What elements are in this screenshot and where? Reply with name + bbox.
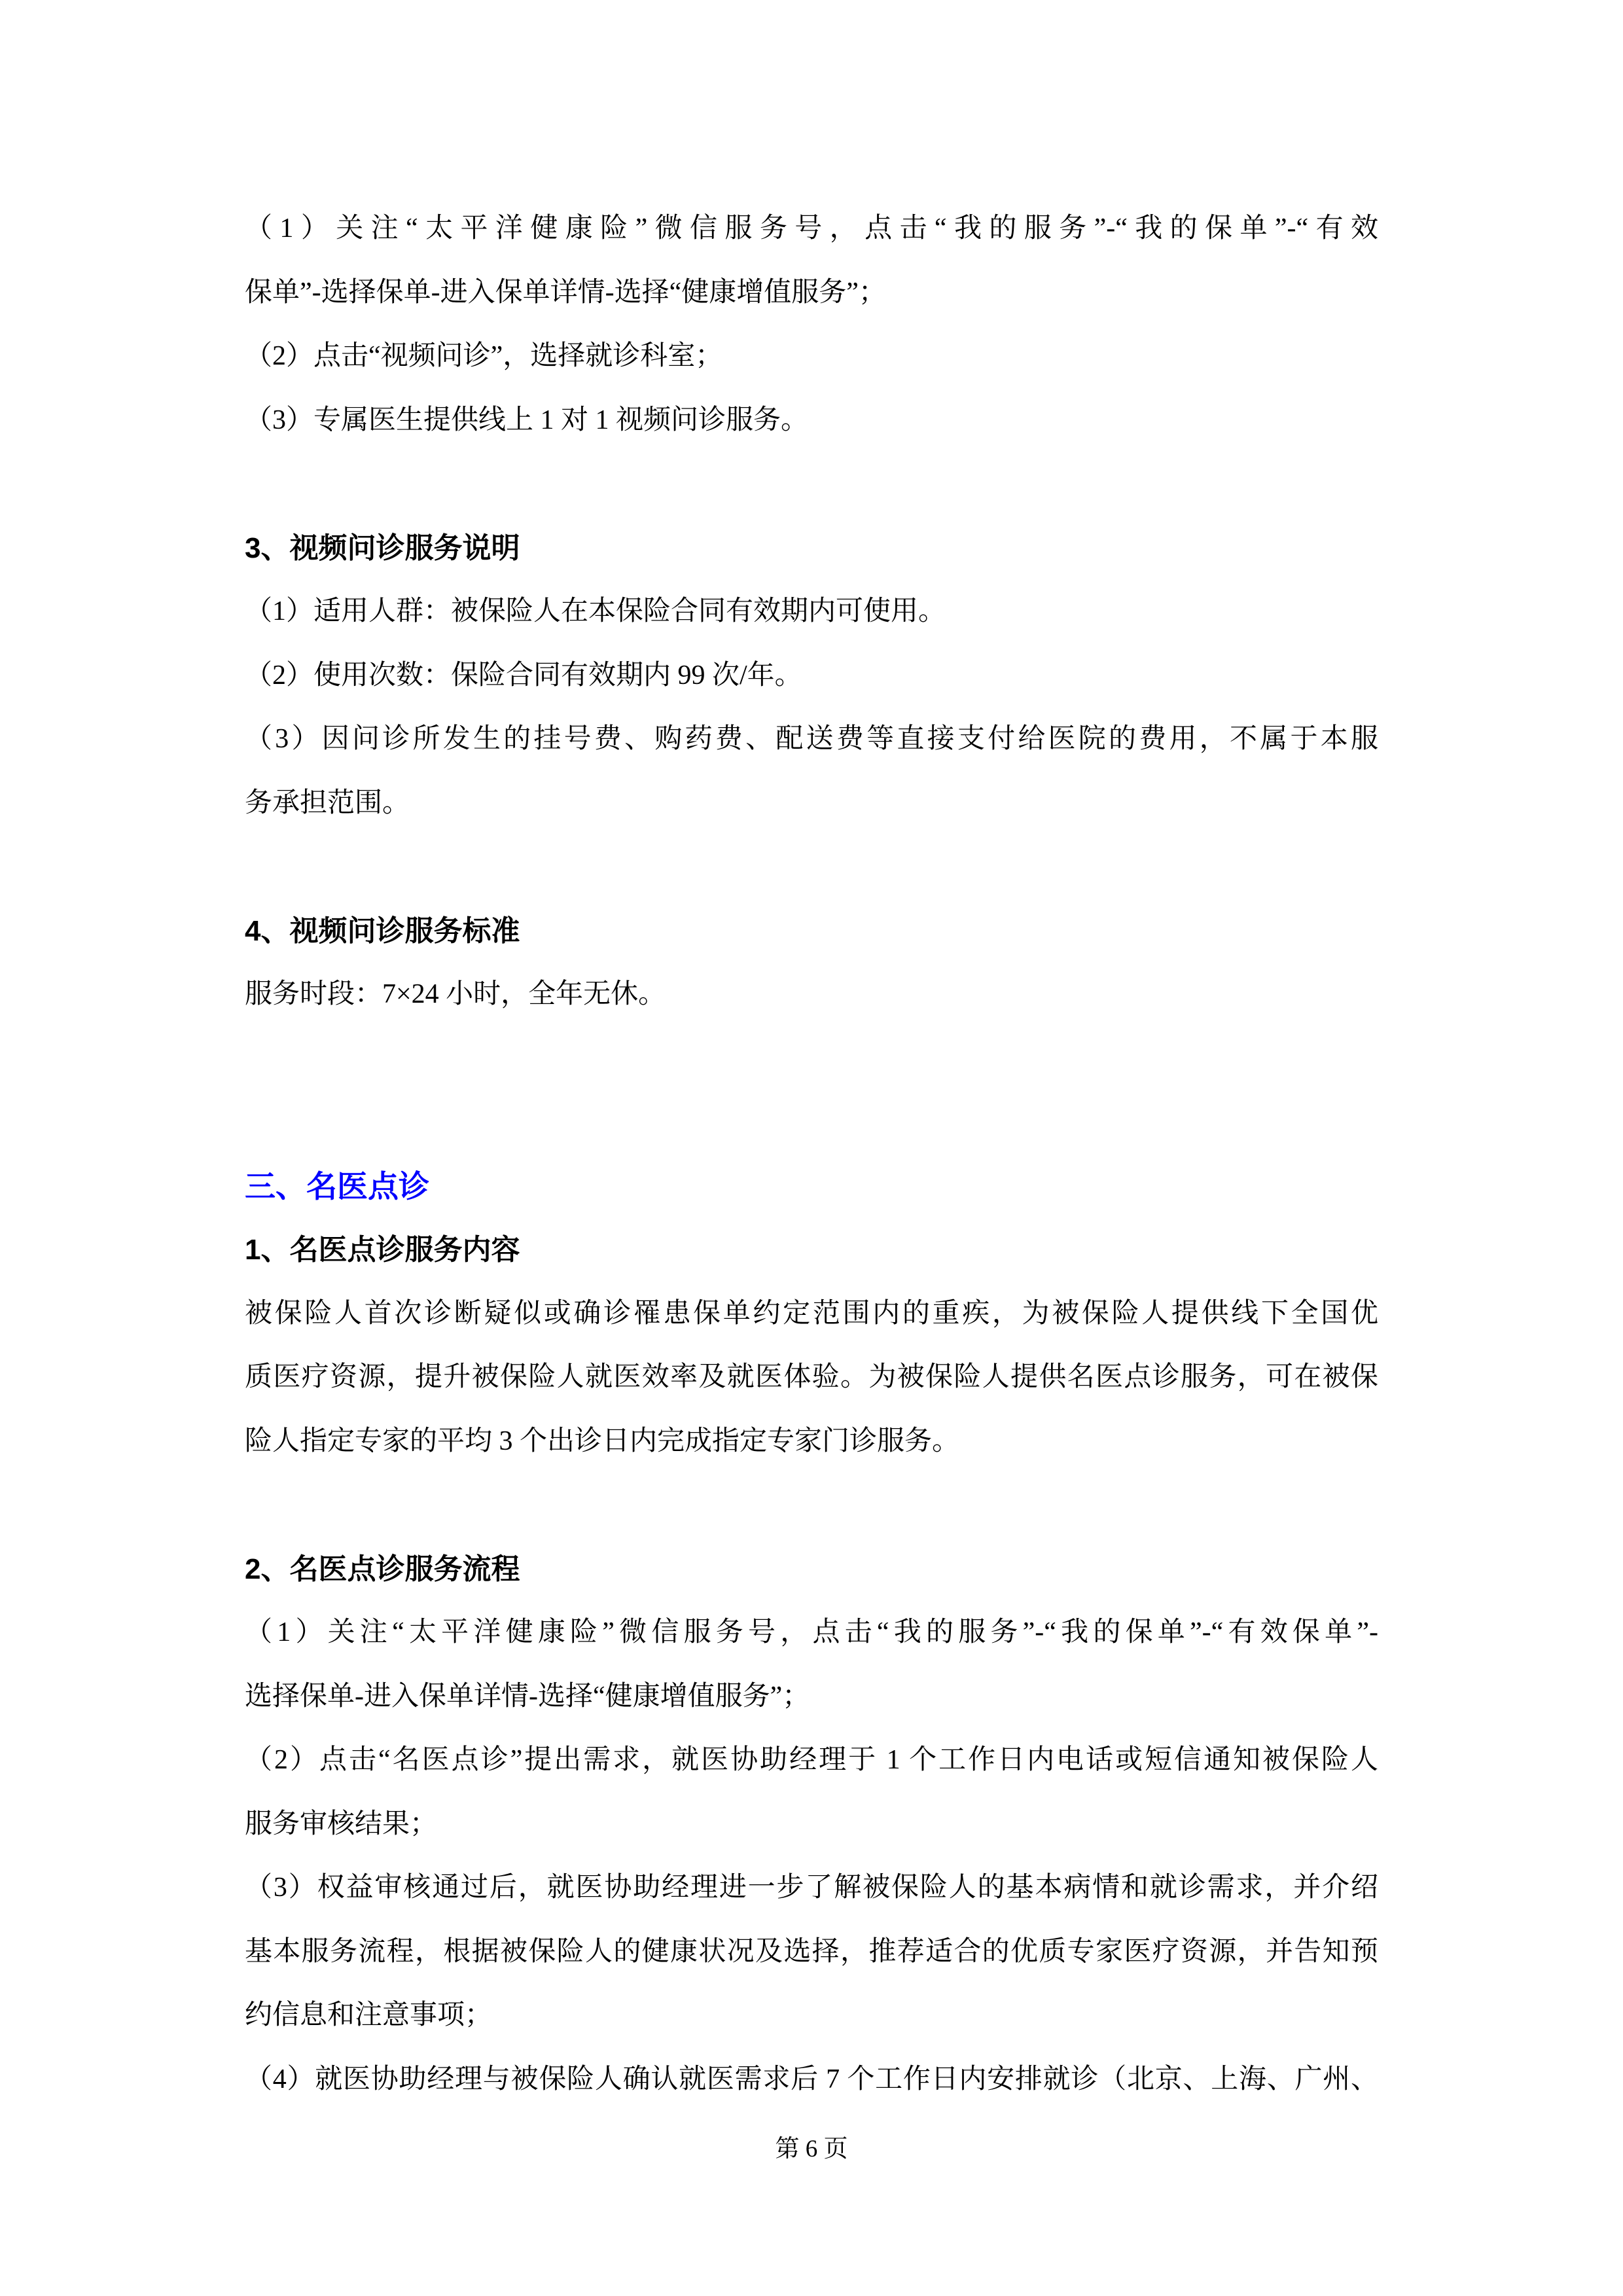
text-line: 务承担范围。 [245, 787, 410, 818]
text-line: （2）点击“名医点诊”提出需求，就医协助经理于 1 个工作日内电话或短信通知被保险人 [245, 1745, 1378, 1775]
text-line: 约信息和注意事项； [245, 2000, 493, 2030]
text-line: 被保险人首次诊断疑似或确诊罹患保单约定范围内的重疾，为被保险人提供线下全国优 [245, 1298, 1378, 1329]
text-line: 基本服务流程，根据被保险人的健康状况及选择，推荐适合的优质专家医疗资源，并告知预 [245, 1936, 1378, 1967]
text-line: （1）适用人群：被保险人在本保险合同有效期内可使用。 [245, 596, 946, 626]
text-line: （2）点击“视频问诊”，选择就诊科室； [245, 341, 723, 371]
text-line: （1）关注“太平洋健康险”微信服务号，点击“我的服务”-“我的保单”-“有效 [245, 213, 1378, 243]
blank-line [245, 1473, 1378, 1537]
text-line: 质医疗资源，提升被保险人就医效率及就医体验。为被保险人提供名医点诊服务，可在被保 [245, 1362, 1378, 1392]
text-line: （3）因问诊所发生的挂号费、购药费、配送费等直接支付给医院的费用，不属于本服 [245, 724, 1378, 754]
blank-line [245, 1090, 1378, 1155]
text-line: 服务审核结果； [245, 1808, 438, 1839]
text-line: （1）关注“太平洋健康险”微信服务号，点击“我的服务”-“我的保单”-“有效保单”- [245, 1617, 1378, 1647]
text-line: 选择保单-进入保单详情-选择“健康增值服务”； [245, 1681, 810, 1712]
text-line: （4）就医协助经理与被保险人确认就医需求后 7 个工作日内安排就诊（北京、上海、广州、 [245, 2064, 1378, 2094]
section-heading: 3、视频问诊服务说明 [245, 531, 520, 564]
page-number: 第 6 页 [775, 2136, 848, 2162]
text-line: 保单”-选择保单-进入保单详情-选择“健康增值服务”； [245, 277, 886, 308]
section-heading: 1、名医点诊服务内容 [245, 1234, 520, 1266]
text-line: 险人指定专家的平均 3 个出诊日内完成指定专家门诊服务。 [245, 1426, 960, 1456]
chapter-heading: 三、名医点诊 [245, 1168, 429, 1204]
text-line: 服务时段：7×24 小时，全年无休。 [245, 979, 666, 1009]
blank-line [245, 1027, 1378, 1091]
section-heading: 2、名医点诊服务流程 [245, 1552, 520, 1585]
text-line: （2）使用次数：保险合同有效期内 99 次/年。 [245, 660, 802, 691]
text-column [245, 197, 1378, 2111]
blank-line [245, 835, 1378, 899]
section-heading: 4、视频问诊服务标准 [245, 914, 520, 947]
text-line: （3）权益审核通过后，就医协助经理进一步了解被保险人的基本病情和就诊需求，并介绍 [245, 1873, 1378, 1903]
text-line: （3）专属医生提供线上 1 对 1 视频问诊服务。 [245, 404, 809, 435]
blank-line [245, 452, 1378, 516]
